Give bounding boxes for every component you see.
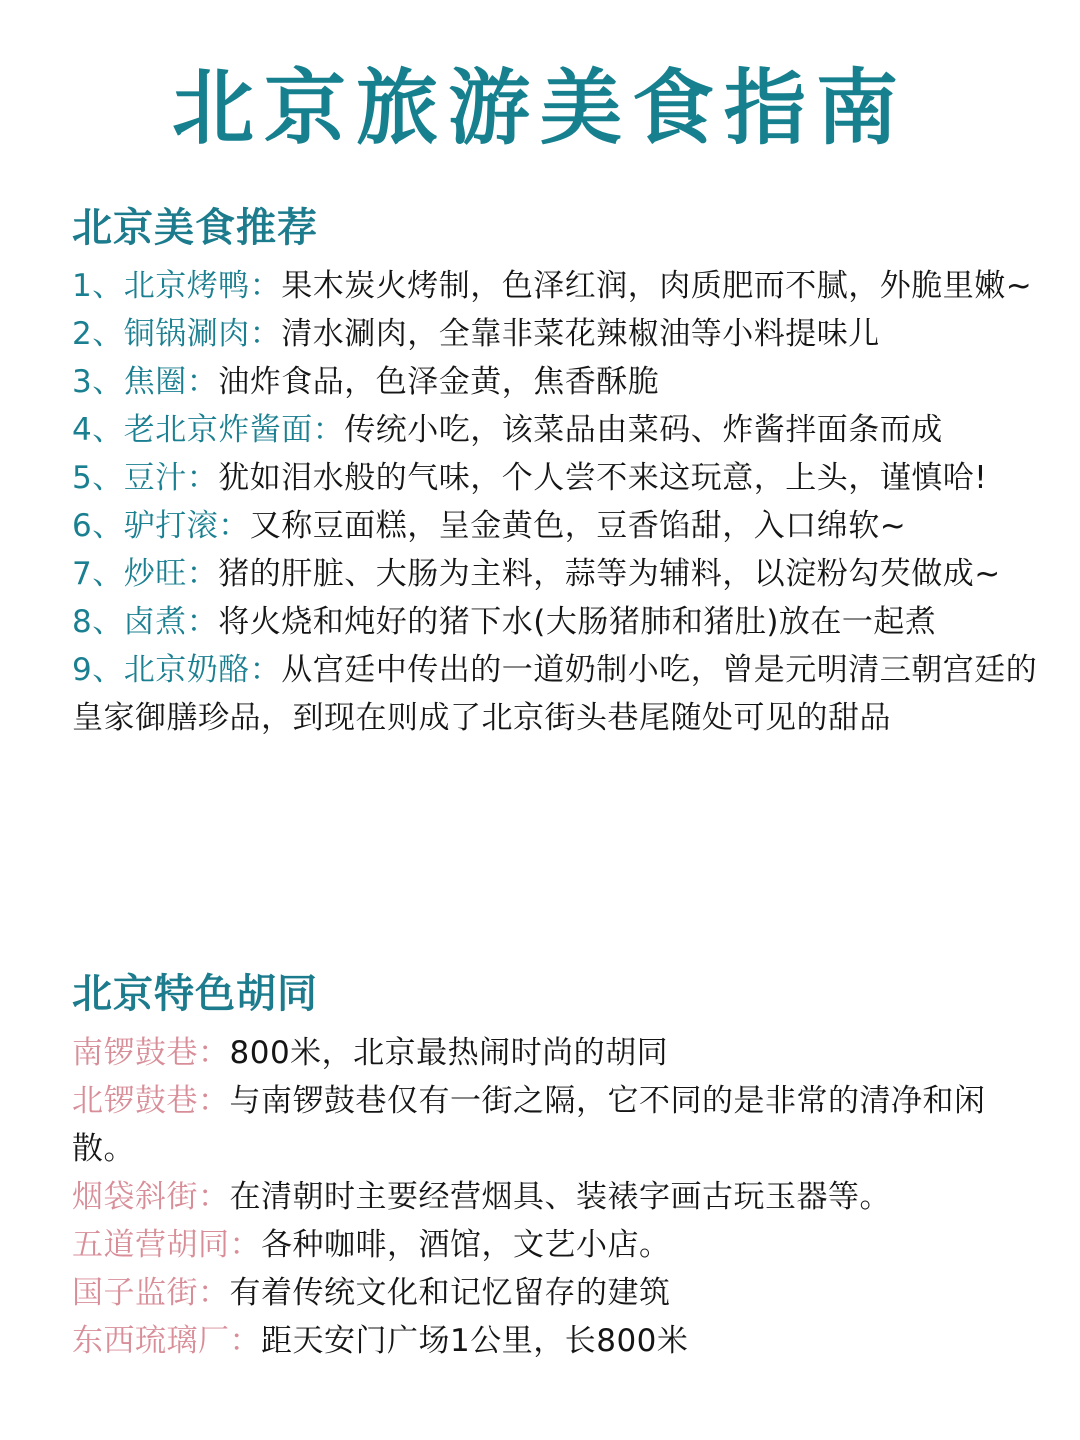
hutong-item-desc: 有着传统文化和记忆留存的建筑 [229, 1275, 671, 1311]
food-item-name: 1、北京烤鸭： [72, 268, 282, 304]
food-section-heading: 北京美食推荐 [72, 205, 318, 251]
hutong-item-name: 国子监街： [72, 1275, 230, 1311]
food-item-desc: 犹如泪水般的气味，个人尝不来这玩意，上头，谨慎哈! [218, 460, 988, 496]
food-item-name: 3、焦圈： [72, 364, 219, 400]
food-item-name: 8、卤煮： [72, 604, 219, 640]
food-item-luzhu [72, 598, 1038, 646]
food-item-douzhi [72, 454, 1038, 502]
food-item-name: 6、驴打滚： [72, 508, 250, 544]
hutong-item-nanluoguxiang [72, 1029, 1038, 1077]
food-item-roast-duck [72, 262, 1038, 310]
food-item-desc: 从宫廷中传出的一道奶制小吃，曾是元明清三朝宫廷的皇家御膳珍品，到现在则成了北京街头巷尾随处可见的甜品 [72, 652, 1038, 736]
hutong-item-beiluoguxiang [72, 1077, 1038, 1173]
hutong-item-desc: 距天安门广场1公里，长800米 [261, 1323, 689, 1359]
hutong-item-name: 南锣鼓巷： [72, 1035, 230, 1071]
hutong-item-liulichang [72, 1317, 1038, 1365]
food-item-jiaoquan [72, 358, 1038, 406]
hutong-item-desc: 800米，北京最热闹时尚的胡同 [229, 1035, 669, 1071]
food-item-desc: 清水涮肉，全靠非菜花辣椒油等小料提味儿 [281, 316, 880, 352]
food-item-desc: 将火烧和炖好的猪下水(大肠猪肺和猪肚)放在一起煮 [218, 604, 937, 640]
hutong-item-name: 东西琉璃厂： [72, 1323, 261, 1359]
hutong-item-name: 北锣鼓巷： [72, 1083, 230, 1119]
food-list [72, 262, 1038, 742]
page-title: 北京旅游美食指南 [171, 61, 908, 156]
food-item-desc: 猪的肝脏、大肠为主料，蒜等为辅料，以淀粉勾芡做成~ [218, 556, 1001, 592]
food-item-hotpot [72, 310, 1038, 358]
food-item-lvdagun [72, 502, 1038, 550]
food-item-desc: 传统小吃，该菜品由菜码、炸酱拌面条而成 [344, 412, 943, 448]
food-item-name: 7、炒旺： [72, 556, 219, 592]
hutong-list [72, 1029, 1038, 1365]
food-item-cheese [72, 646, 1038, 742]
food-item-chaowang [72, 550, 1038, 598]
food-item-desc: 又称豆面糕，呈金黄色，豆香馅甜，入口绵软~ [249, 508, 907, 544]
food-item-name: 5、豆汁： [72, 460, 219, 496]
hutong-item-guozijian [72, 1269, 1038, 1317]
food-item-desc: 果木炭火烤制，色泽红润，肉质肥而不腻，外脆里嫩~ [281, 268, 1033, 304]
hutong-item-desc: 各种咖啡，酒馆，文艺小店。 [261, 1227, 671, 1263]
hutong-item-name: 五道营胡同： [72, 1227, 261, 1263]
food-item-zhajiangmian [72, 406, 1038, 454]
food-item-name: 9、北京奶酪： [72, 652, 282, 688]
hutong-item-name: 烟袋斜街： [72, 1179, 230, 1215]
hutong-item-desc: 与南锣鼓巷仅有一街之隔，它不同的是非常的清净和闲散。 [72, 1083, 986, 1167]
hutong-item-wudaoying [72, 1221, 1038, 1269]
hutong-item-yandaixiejie [72, 1173, 1038, 1221]
food-item-name: 2、铜锅涮肉： [72, 316, 282, 352]
hutong-section-heading: 北京特色胡同 [72, 971, 318, 1017]
food-item-desc: 油炸食品，色泽金黄，焦香酥脆 [218, 364, 660, 400]
food-item-name: 4、老北京炸酱面： [72, 412, 345, 448]
hutong-item-desc: 在清朝时主要经营烟具、装裱字画古玩玉器等。 [229, 1179, 891, 1215]
